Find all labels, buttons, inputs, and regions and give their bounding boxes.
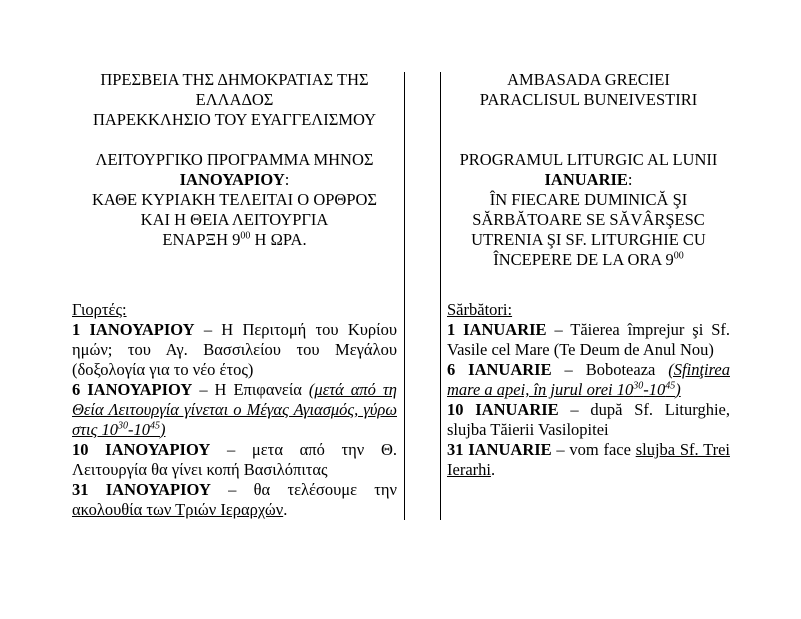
column-divider-left xyxy=(404,72,405,520)
feast-text: – θα τελέσουμε την xyxy=(210,480,397,499)
romanian-program-title: PROGRAMUL LITURGIC AL LUNII xyxy=(459,150,718,169)
feast-note: (Sfinţirea mare a apei, în jurul orei $10^{30}-10^{45}$) xyxy=(447,360,730,399)
feast-date: 6 ΙΑΝΟΥΑΡΙΟΥ xyxy=(72,380,193,399)
romanian-header xyxy=(447,70,730,110)
feast-link-text: slujba Sf. Trei Ierarhi xyxy=(447,440,730,479)
romanian-schedule-line: ÎN FIECARE DUMINICĂ ŞI xyxy=(489,190,688,209)
romanian-schedule-line: UTRENIA ŞI SF. LITURGHIE CU xyxy=(471,230,706,249)
feast-text: – vom face xyxy=(551,440,636,459)
romanian-schedule-line: SĂRBĂTOARE SE SĂVÂRŞESC xyxy=(472,210,705,229)
greek-program-title: ΛΕΙΤΟΥΡΓΙΚΟ ΠΡΟΓΡΑΜΜΑ ΜΗΝΟΣ xyxy=(95,150,374,169)
greek-column xyxy=(72,70,397,520)
feast-date: 1 ΙΑΝΟΥΑΡΙΟΥ xyxy=(72,320,195,339)
feast-date: 10 IANUARIE xyxy=(447,400,559,419)
romanian-header-line: AMBASADA GRECIEI xyxy=(507,70,670,89)
feast-date: 6 IANUARIE xyxy=(447,360,552,379)
greek-header-line: ΠΑΡΕΚΚΛΗΣΙΟ ΤΟΥ ΕΥΑΓΓΕΛΙΣΜΟΥ xyxy=(92,110,377,129)
greek-program-block xyxy=(72,150,397,250)
feast-text: – Boboteaza xyxy=(551,360,669,379)
romanian-feast-item xyxy=(447,360,730,400)
romanian-feast-item xyxy=(447,320,730,360)
romanian-column xyxy=(447,70,730,480)
feast-text: – μετα από την Θ. Λειτουργία θα γίνει κοπή Βασιλόπιτας xyxy=(72,440,397,479)
greek-feast-item xyxy=(72,440,397,480)
feast-text: – după Sf. Liturghie, slujba Tăierii Vasilopitei xyxy=(447,400,730,439)
feast-text: – Η Επιφανεία xyxy=(192,380,309,399)
feast-date: 10 ΙΑΝΟΥΑΡΙΟΥ xyxy=(72,440,211,459)
greek-schedule-line: ΚΑΙ Η ΘΕΙΑ ΛΕΙΤΟΥΡΓΙΑ xyxy=(140,210,329,229)
greek-month-suffix: : xyxy=(284,170,290,189)
romanian-month: IANUARIE xyxy=(544,170,628,189)
romanian-feast-item xyxy=(447,400,730,440)
romanian-feast-item: 31 IANUARIE – vom face slujba Sf. Trei Ierarhi. xyxy=(447,440,730,479)
romanian-start-time: ÎNCEPERE DE LA ORA $9^{00}$ xyxy=(493,250,684,269)
feast-date: 31 IANUARIE xyxy=(447,440,552,459)
greek-feast-item: 31 ΙΑΝΟΥΑΡΙΟΥ – θα τελέσουμε την ακολουθία των Τριών Ιεραρχών. xyxy=(72,480,397,519)
greek-feasts-label: Γιορτές: xyxy=(72,300,127,319)
feast-note: (μετά από τη Θεία Λειτουργία γίνεται ο Μέγας Αγιασμός, γύρω στις $10^{30}-10^{45}$) xyxy=(72,380,397,439)
greek-header xyxy=(72,70,397,130)
feast-text: – Tăierea împrejur şi Sf. Vasile cel Mare (Te Deum de Anul Nou) xyxy=(447,320,730,359)
greek-header-line: ΠΡΕΣΒΕΙΑ ΤΗΣ ΔΗΜΟΚΡΑΤΙΑΣ ΤΗΣ xyxy=(100,70,369,89)
greek-schedule-line: ΚΑΘΕ ΚΥΡΙΑΚΗ ΤΕΛΕΙΤΑΙ Ο ΟΡΘΡΟΣ xyxy=(91,190,378,209)
greek-feast-item xyxy=(72,380,397,440)
romanian-feasts-label: Sărbători: xyxy=(447,300,513,319)
feast-text: – Η Περιτομή του Κυρίου ημών; του Αγ. Βασσιλείου του Μεγάλου (δοξολογία για το νέο έτος) xyxy=(72,320,397,379)
romanian-header-line: PARACLISUL BUNEIVESTIRI xyxy=(479,90,698,109)
feast-date: 31 ΙΑΝΟΥΑΡΙΟΥ xyxy=(72,480,211,499)
romanian-program-block xyxy=(447,150,730,270)
romanian-month-suffix: : xyxy=(627,170,633,189)
column-divider-right xyxy=(440,72,441,520)
feast-date: 1 IANUARIE xyxy=(447,320,547,339)
greek-month: ΙΑΝΟΥΑΡΙΟΥ xyxy=(179,170,285,189)
greek-header-line: ΕΛΛΑΔΟΣ xyxy=(195,90,274,109)
greek-feast-item xyxy=(72,320,397,380)
greek-start-time: ΕΝΑΡΞΗ $9^{00}$ Η ΩΡΑ. xyxy=(162,230,307,249)
feast-link-text: ακολουθία των Τριών Ιεραρχών xyxy=(72,500,284,519)
